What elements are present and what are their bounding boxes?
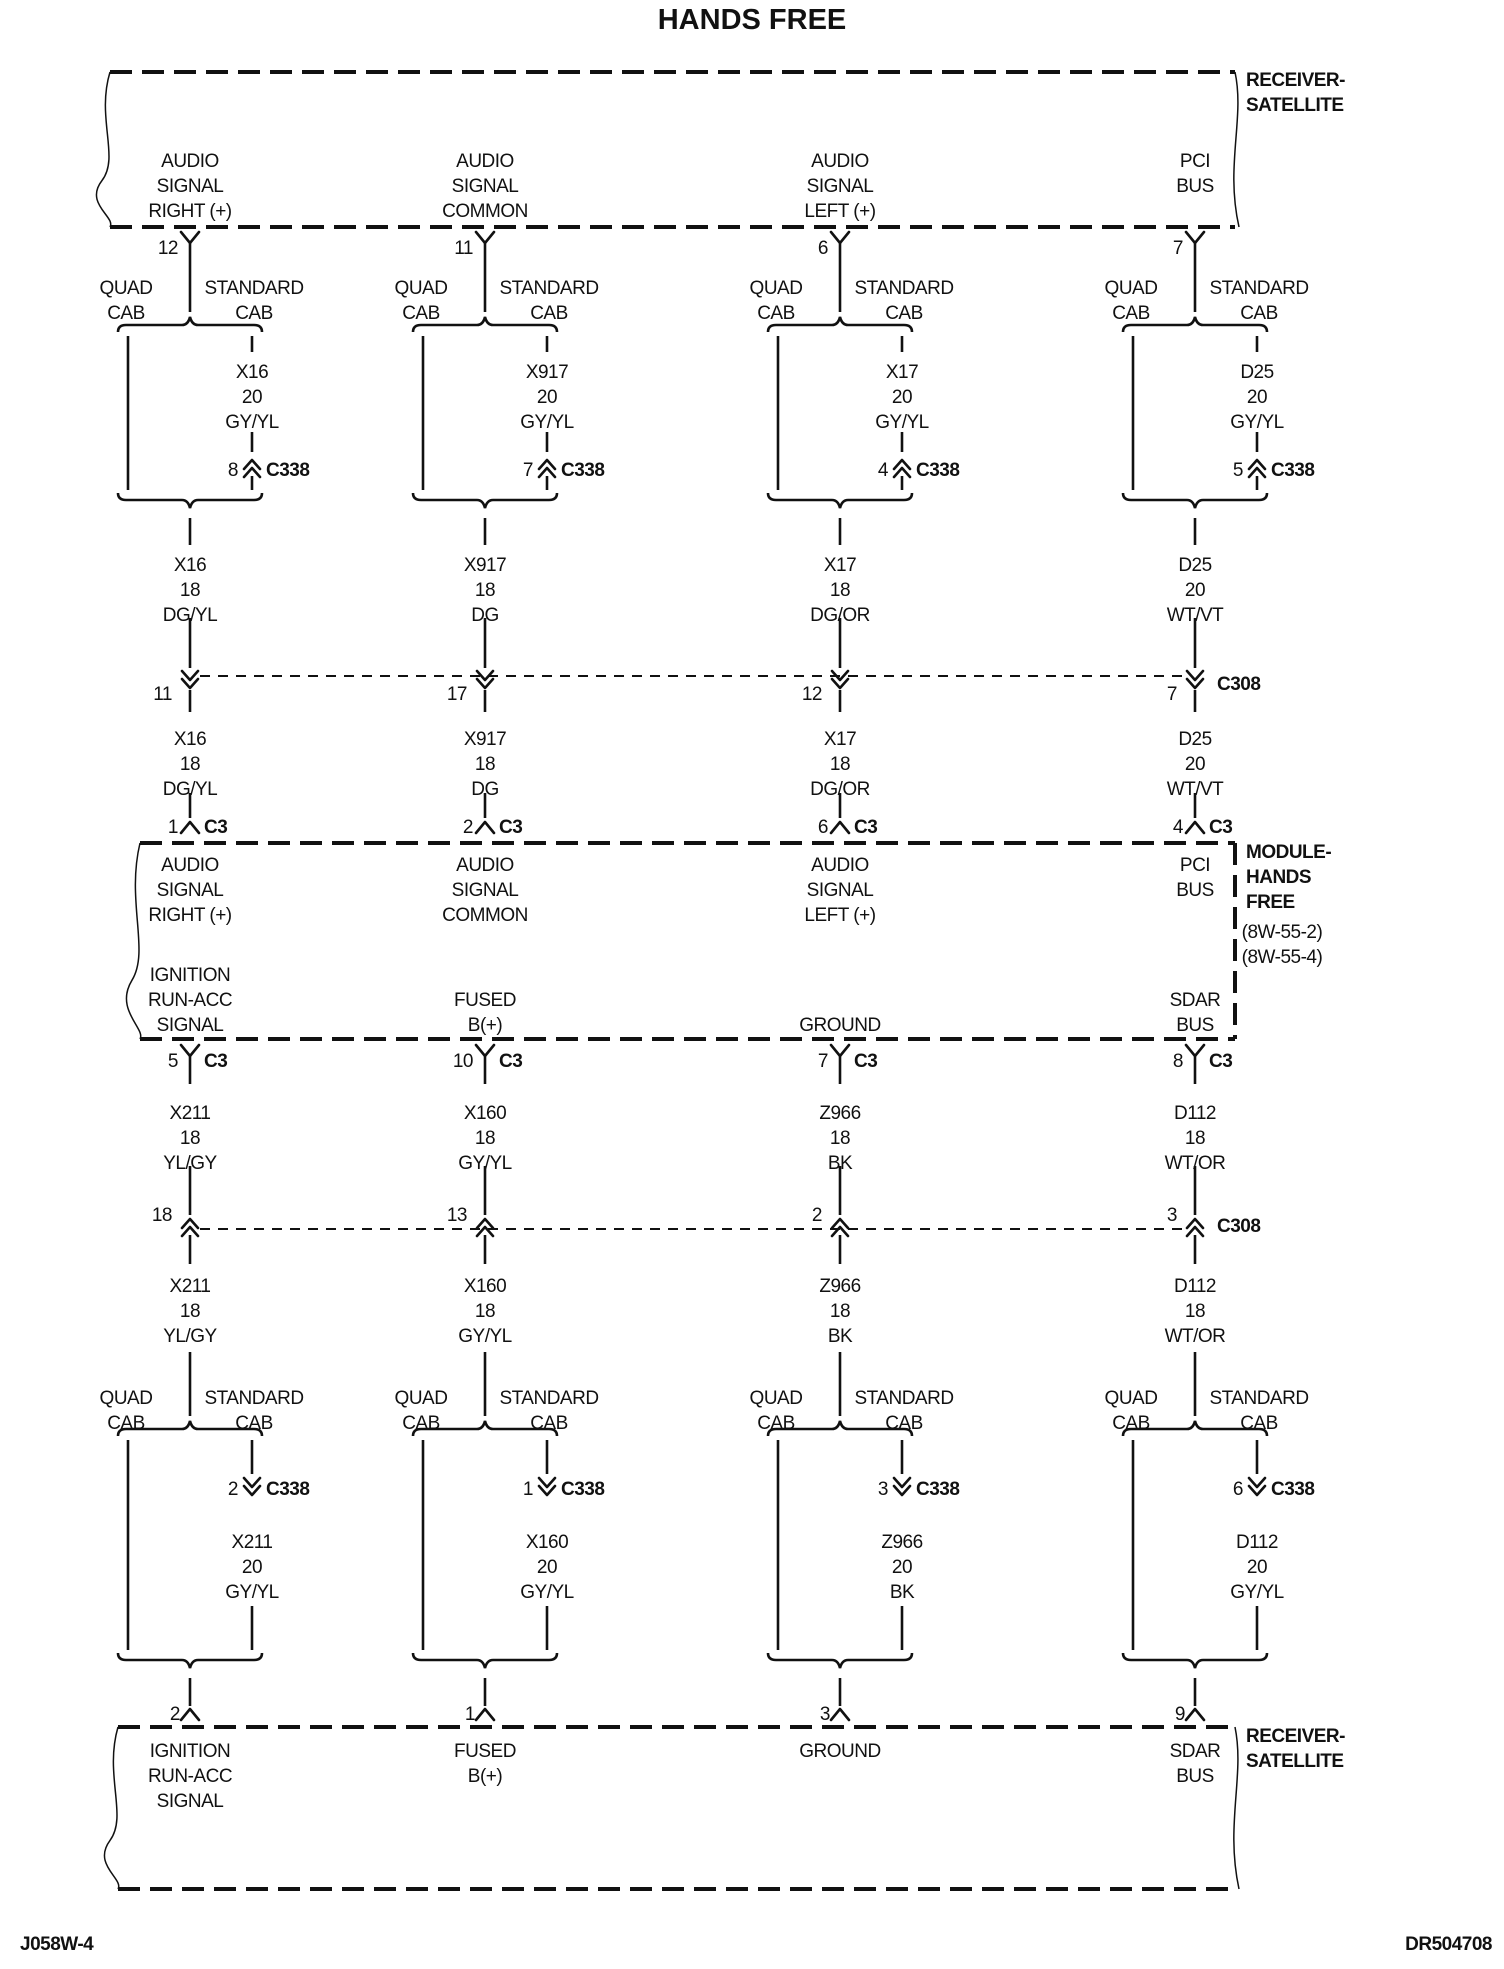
receiver-top-name-line-2: SATELLITE [1246,95,1344,116]
top-circuit-1-standard-wire-code-line-2: 20 [241,387,263,408]
bottom-circuit-4-c308-connector-symbol-a [1187,1227,1203,1236]
bottom-circuit-4-standard-cab-label-line-1: STANDARD [1209,1388,1309,1409]
top-circuit-1-receiver-pin-label-line-3: RIGHT (+) [148,201,232,222]
top-circuit-3-c338-name: C338 [916,460,960,481]
bottom-circuit-2-c338-pin-number: 1 [522,1479,533,1500]
bottom-circuit-4-module-pin-label-line-1: SDAR [1169,990,1221,1011]
bottom-circuit-4-standard-wire-code-line-2: 20 [1246,1557,1268,1578]
bottom-circuit-4-variant-merge-brace [1123,1653,1267,1668]
top-circuit-3-receiver-connector-symbol [831,232,849,243]
bottom-circuit-1-receiver-pin-label-line-3: SIGNAL [156,1791,224,1812]
hands-free-module-box-left-edge [126,843,140,1039]
top-circuit-3-main-wire-code-line-3: DG/OR [810,605,870,626]
top-circuit-4-receiver-pin-label-line-2: BUS [1176,176,1214,197]
bottom-circuit-1-standard-wire-code-line-3: GY/YL [225,1582,279,1603]
bottom-circuit-2-c338-connector-symbol-a [539,1478,555,1487]
bottom-circuit-3-standard-wire-code-line-3: BK [889,1582,915,1603]
bottom-circuit-3-wire1-code-line-1: Z966 [819,1103,861,1124]
bottom-circuit-1-standard-wire-code-line-2: 20 [241,1557,263,1578]
bottom-circuit-4-wire1-code-line-2: 18 [1184,1128,1206,1149]
top-circuit-3-standard-wire-code-line-3: GY/YL [875,412,929,433]
top-circuit-2-standard-wire-code-line-1: X917 [525,362,569,383]
module-name-line-1: MODULE- [1246,842,1332,863]
bottom-circuit-2-receiver-pin-label-line-1: FUSED [454,1741,516,1762]
bottom-circuit-3-c3-name: C3 [854,1051,878,1072]
top-circuit-1-main-wire-code-line-2: 18 [179,580,201,601]
top-circuit-3-wire2-code-line-1: X17 [823,729,857,750]
bottom-circuit-1-wire2-code-line-3: YL/GY [163,1326,217,1347]
bottom-circuit-1-c3-connector-symbol [181,1045,199,1056]
bottom-circuit-2-variant-merge-brace [413,1653,557,1668]
bottom-circuit-1-wire1-code-line-3: YL/GY [163,1153,217,1174]
top-circuit-1-c308-pin-number: 11 [153,684,172,705]
bottom-circuit-1-wire2-code-line-1: X211 [169,1276,211,1297]
top-circuit-4-quad-cab-label-line-1: QUAD [1104,278,1158,299]
top-circuit-3-c338-pin-number: 4 [877,460,888,481]
bottom-circuit-1-standard-cab-label-line-2: CAB [235,1413,273,1434]
bottom-circuit-4-standard-wire-code-line-1: D112 [1235,1532,1279,1553]
top-circuit-1-receiver-connector-symbol [181,232,199,243]
top-circuit-4-variant-merge-brace [1123,493,1267,508]
bottom-circuit-2-wire1-code-line-1: X160 [463,1103,507,1124]
top-circuit-3-c308-pin-number: 12 [801,684,822,705]
top-circuit-2-c308-pin-number: 17 [446,684,467,705]
top-circuit-1-standard-wire-code-line-1: X16 [235,362,269,383]
bottom-circuit-2-c338-name: C338 [561,1479,605,1500]
bottom-circuit-1-c308-pin-number: 18 [151,1205,172,1226]
top-circuit-4-quad-cab-label-line-2: CAB [1112,303,1150,324]
bottom-circuit-3-standard-cab-label-line-2: CAB [885,1413,923,1434]
top-circuit-4-c3-name: C3 [1209,817,1233,838]
top-circuit-4-standard-cab-label-line-2: CAB [1240,303,1278,324]
circuit-layer [96,70,1345,1889]
bottom-circuit-4-receiver-pin-number: 9 [1174,1704,1185,1725]
footer-left-code: J058W-4 [20,1934,94,1955]
receiver-top-name-line-1: RECEIVER- [1246,70,1345,91]
top-circuit-1-c3-name: C3 [204,817,228,838]
top-circuit-4-receiver-pin-label-line-1: PCI [1179,151,1211,172]
footer-right-code: DR504708 [1405,1934,1492,1955]
top-circuit-3-receiver-pin-label-line-3: LEFT (+) [804,201,876,222]
top-circuit-1-receiver-pin-label-line-1: AUDIO [161,151,219,172]
bottom-circuit-2-standard-cab-label-line-2: CAB [530,1413,568,1434]
top-circuit-3-receiver-pin-label-line-1: AUDIO [811,151,869,172]
top-circuit-2-receiver-pin-number: 11 [454,238,473,259]
bottom-circuit-2-module-pin-label-line-1: FUSED [454,990,516,1011]
bottom-circuit-3-c3-connector-symbol [831,1045,849,1056]
top-circuit-4-main-wire-code-line-1: D25 [1178,555,1212,576]
top-circuit-1-variant-merge-brace [118,493,262,508]
top-circuit-1-receiver-pin-label-line-2: SIGNAL [156,176,224,197]
top-circuit-1-c338-name: C338 [266,460,310,481]
top-circuit-1-wire2-code-line-1: X16 [173,729,207,750]
top-circuit-4-standard-wire-code-line-1: D25 [1240,362,1274,383]
bottom-circuit-3-standard-wire-code-line-1: Z966 [881,1532,923,1553]
bottom-circuit-3-module-pin-label-line-1: GROUND [799,1015,881,1036]
top-circuit-1-c338-connector-symbol-a [244,468,260,477]
c308-bottom-name: C308 [1217,1216,1261,1237]
top-circuit-2-standard-cab-label-line-1: STANDARD [499,278,599,299]
bottom-circuit-3-receiver-connector-symbol [831,1709,849,1720]
bottom-circuit-1-c338-name: C338 [266,1479,310,1500]
module-name-line-2: HANDS [1246,867,1312,888]
top-circuit-2-receiver-pin-label-line-2: SIGNAL [451,176,519,197]
top-circuit-3-wire2-code-line-2: 18 [829,754,851,775]
bottom-circuit-4-c3-name: C3 [1209,1051,1233,1072]
bottom-circuit-3-quad-cab-label-line-2: CAB [757,1413,795,1434]
receiver-top-box-right-edge [1234,72,1239,227]
top-circuit-2-wire2-code-line-3: DG [471,779,499,800]
bottom-circuit-1-c338-pin-number: 2 [227,1479,238,1500]
top-circuit-4-wire2-code-line-2: 20 [1184,754,1206,775]
bottom-circuit-1-wire2-code-line-2: 18 [179,1301,201,1322]
c308-top-name: C308 [1217,674,1261,695]
bottom-circuit-3-wire2-code-line-3: BK [827,1326,853,1347]
top-circuit-3-quad-cab-label-line-2: CAB [757,303,795,324]
top-circuit-2-standard-wire-code-line-2: 20 [536,387,558,408]
top-circuit-1-wire2-code-line-2: 18 [179,754,201,775]
module-name-line-3: FREE [1246,892,1295,913]
top-circuit-4-main-wire-code-line-3: WT/VT [1166,605,1224,626]
top-circuit-4-module-pin-label-line-2: BUS [1176,880,1214,901]
bottom-circuit-2-wire1-code-line-2: 18 [474,1128,496,1149]
top-circuit-3-main-wire-code-line-2: 18 [829,580,851,601]
bottom-circuit-3-c3-pin-number: 7 [817,1051,828,1072]
receiver-bottom-box-right-edge [1234,1727,1239,1889]
bottom-circuit-1-receiver-pin-label-line-2: RUN-ACC [147,1766,233,1787]
top-circuit-1-quad-cab-label-line-1: QUAD [99,278,153,299]
top-circuit-4-receiver-pin-number: 7 [1172,238,1183,259]
top-circuit-3-receiver-pin-number: 6 [817,238,828,259]
top-circuit-2-c3-pin-number: 2 [462,817,473,838]
bottom-circuit-3-c338-connector-symbol-a [894,1478,910,1487]
bottom-circuit-1-wire1-code-line-1: X211 [169,1103,211,1124]
bottom-circuit-3-quad-cab-label-line-1: QUAD [749,1388,803,1409]
bottom-circuit-4-c338-connector-symbol-a [1249,1478,1265,1487]
top-circuit-3-standard-wire-code-line-1: X17 [885,362,919,383]
receiver-bottom-name-line-1: RECEIVER- [1246,1726,1345,1747]
top-circuit-1-c308-connector-symbol-a [182,671,198,680]
top-circuit-2-c3-name: C3 [499,817,523,838]
top-circuit-4-receiver-connector-symbol [1186,232,1204,243]
top-circuit-2-c308-connector-symbol-a [477,671,493,680]
top-circuit-3-wire2-code-line-3: DG/OR [810,779,870,800]
bottom-circuit-4-receiver-pin-label-line-2: BUS [1176,1766,1214,1787]
top-circuit-2-receiver-pin-label-line-1: AUDIO [456,151,514,172]
bottom-circuit-1-c338-connector-symbol-a [244,1478,260,1487]
top-circuit-2-main-wire-code-line-2: 18 [474,580,496,601]
bottom-circuit-2-wire1-code-line-3: GY/YL [458,1153,512,1174]
bottom-circuit-2-c3-pin-number: 10 [452,1051,473,1072]
bottom-circuit-4-wire1-code-line-1: D112 [1173,1103,1217,1124]
bottom-circuit-2-module-pin-label-line-2: B(+) [467,1015,503,1036]
bottom-circuit-2-standard-wire-code-line-1: X160 [525,1532,569,1553]
top-circuit-3-c338-connector-symbol-a [894,468,910,477]
top-circuit-1-receiver-pin-number: 12 [157,238,178,259]
bottom-circuit-1-standard-wire-code-line-1: X211 [231,1532,273,1553]
top-circuit-1-standard-cab-label-line-1: STANDARD [204,278,304,299]
bottom-circuit-2-receiver-pin-label-line-2: B(+) [467,1766,503,1787]
top-circuit-2-c338-connector-symbol-a [539,468,555,477]
bottom-circuit-1-quad-cab-label-line-2: CAB [107,1413,145,1434]
bottom-circuit-1-module-pin-label-line-2: RUN-ACC [147,990,233,1011]
bottom-circuit-1-wire1-code-line-2: 18 [179,1128,201,1149]
receiver-bottom-name-line-2: SATELLITE [1246,1751,1344,1772]
bottom-circuit-1-c308-connector-symbol-a [182,1227,198,1236]
top-circuit-1-main-wire-code-line-1: X16 [173,555,207,576]
bottom-circuit-3-wire2-code-line-2: 18 [829,1301,851,1322]
bottom-circuit-4-c338-name: C338 [1271,1479,1315,1500]
top-circuit-1-c3-pin-number: 1 [167,817,178,838]
bottom-circuit-3-receiver-pin-number: 3 [819,1704,830,1725]
top-circuit-1-module-pin-label-line-2: SIGNAL [156,880,224,901]
bottom-circuit-1-receiver-connector-symbol [181,1709,199,1720]
bottom-circuit-1-module-pin-label-line-1: IGNITION [149,965,231,986]
bottom-circuit-1-c3-pin-number: 5 [167,1051,178,1072]
top-circuit-2-module-pin-label-line-1: AUDIO [456,855,514,876]
bottom-circuit-2-receiver-pin-number: 1 [464,1704,475,1725]
top-circuit-3-standard-cab-label-line-2: CAB [885,303,923,324]
top-circuit-3-module-pin-label-line-3: LEFT (+) [804,905,876,926]
top-circuit-4-module-pin-label-line-1: PCI [1179,855,1211,876]
top-circuit-2-c3-connector-symbol [476,822,494,833]
bottom-circuit-2-wire2-code-line-2: 18 [474,1301,496,1322]
top-circuit-2-receiver-connector-symbol [476,232,494,243]
bottom-circuit-1-receiver-pin-number: 2 [169,1704,180,1725]
top-circuit-3-main-wire-code-line-1: X17 [823,555,857,576]
bottom-circuit-4-receiver-connector-symbol [1186,1709,1204,1720]
top-circuit-4-c308-pin-number: 7 [1166,684,1177,705]
top-circuit-2-standard-wire-code-line-3: GY/YL [520,412,574,433]
bottom-circuit-1-quad-cab-label-line-1: QUAD [99,1388,153,1409]
top-circuit-4-c338-pin-number: 5 [1232,460,1243,481]
top-circuit-1-module-pin-label-line-3: RIGHT (+) [148,905,232,926]
bottom-circuit-1-standard-cab-label-line-1: STANDARD [204,1388,304,1409]
top-circuit-4-wire2-code-line-3: WT/VT [1166,779,1224,800]
bottom-circuit-3-variant-merge-brace [768,1653,912,1668]
top-circuit-1-main-wire-code-line-3: DG/YL [162,605,218,626]
top-circuit-2-main-wire-code-line-3: DG [471,605,499,626]
bottom-circuit-1-receiver-pin-label-line-1: IGNITION [149,1741,231,1762]
top-circuit-1-c338-pin-number: 8 [227,460,238,481]
bottom-circuit-4-c308-pin-number: 3 [1166,1205,1177,1226]
receiver-top-box-left-edge [96,72,110,227]
top-circuit-3-module-pin-label-line-2: SIGNAL [806,880,874,901]
top-circuit-4-wire2-code-line-1: D25 [1178,729,1212,750]
top-circuit-4-c308-connector-symbol-a [1187,671,1203,680]
bottom-circuit-3-standard-wire-code-line-2: 20 [891,1557,913,1578]
top-circuit-3-c3-name: C3 [854,817,878,838]
top-circuit-2-wire2-code-line-2: 18 [474,754,496,775]
top-circuit-4-main-wire-code-line-2: 20 [1184,580,1206,601]
bottom-circuit-3-standard-cab-label-line-1: STANDARD [854,1388,954,1409]
top-circuit-2-receiver-pin-label-line-3: COMMON [442,201,528,222]
bottom-circuit-1-c3-name: C3 [204,1051,228,1072]
top-circuit-2-c338-pin-number: 7 [522,460,533,481]
bottom-circuit-3-wire1-code-line-2: 18 [829,1128,851,1149]
bottom-circuit-4-wire2-code-line-3: WT/OR [1164,1326,1226,1347]
top-circuit-3-standard-cab-label-line-1: STANDARD [854,278,954,299]
top-circuit-1-c3-connector-symbol [181,822,199,833]
top-circuit-3-receiver-pin-label-line-2: SIGNAL [806,176,874,197]
top-circuit-1-standard-cab-label-line-2: CAB [235,303,273,324]
receiver-bottom-box-left-edge [104,1727,118,1889]
bottom-circuit-4-wire2-code-line-2: 18 [1184,1301,1206,1322]
bottom-circuit-2-standard-wire-code-line-3: GY/YL [520,1582,574,1603]
module-page-ref-line-1: (8W-55-2) [1241,922,1323,943]
bottom-circuit-4-wire1-code-line-3: WT/OR [1164,1153,1226,1174]
bottom-circuit-4-c3-connector-symbol [1186,1045,1204,1056]
bottom-circuit-3-wire1-code-line-3: BK [827,1153,853,1174]
bottom-circuit-4-standard-wire-code-line-3: GY/YL [1230,1582,1284,1603]
bottom-circuit-2-standard-wire-code-line-2: 20 [536,1557,558,1578]
top-circuit-2-main-wire-code-line-1: X917 [463,555,507,576]
bottom-circuit-4-module-pin-label-line-2: BUS [1176,1015,1214,1036]
top-circuit-2-wire2-code-line-1: X917 [463,729,507,750]
bottom-circuit-1-variant-merge-brace [118,1653,262,1668]
top-circuit-3-module-pin-label-line-1: AUDIO [811,855,869,876]
bottom-circuit-3-c308-pin-number: 2 [811,1205,822,1226]
top-circuit-4-c3-connector-symbol [1186,822,1204,833]
bottom-circuit-4-c3-pin-number: 8 [1172,1051,1183,1072]
bottom-circuit-3-wire2-code-line-1: Z966 [819,1276,861,1297]
bottom-circuit-2-c3-name: C3 [499,1051,523,1072]
top-circuit-4-standard-cab-label-line-1: STANDARD [1209,278,1309,299]
bottom-circuit-2-c308-pin-number: 13 [446,1205,467,1226]
bottom-circuit-3-c338-pin-number: 3 [877,1479,888,1500]
bottom-circuit-2-quad-cab-label-line-1: QUAD [394,1388,448,1409]
top-circuit-2-variant-merge-brace [413,493,557,508]
bottom-circuit-2-wire2-code-line-1: X160 [463,1276,507,1297]
top-circuit-4-c338-connector-symbol-a [1249,468,1265,477]
top-circuit-2-module-pin-label-line-3: COMMON [442,905,528,926]
top-circuit-3-c3-connector-symbol [831,822,849,833]
top-circuit-3-variant-merge-brace [768,493,912,508]
top-circuit-2-module-pin-label-line-2: SIGNAL [451,880,519,901]
top-circuit-3-quad-cab-label-line-1: QUAD [749,278,803,299]
bottom-circuit-2-c3-connector-symbol [476,1045,494,1056]
bottom-circuit-3-receiver-pin-label-line-1: GROUND [799,1741,881,1762]
bottom-circuit-4-standard-cab-label-line-2: CAB [1240,1413,1278,1434]
bottom-circuit-2-receiver-connector-symbol [476,1709,494,1720]
top-circuit-2-quad-cab-label-line-1: QUAD [394,278,448,299]
top-circuit-2-c338-name: C338 [561,460,605,481]
bottom-circuit-4-c338-pin-number: 6 [1232,1479,1243,1500]
top-circuit-4-c3-pin-number: 4 [1172,817,1183,838]
bottom-circuit-2-wire2-code-line-3: GY/YL [458,1326,512,1347]
top-circuit-2-quad-cab-label-line-2: CAB [402,303,440,324]
bottom-circuit-4-receiver-pin-label-line-1: SDAR [1169,1741,1221,1762]
top-circuit-1-module-pin-label-line-1: AUDIO [161,855,219,876]
top-circuit-1-wire2-code-line-3: DG/YL [162,779,218,800]
top-circuit-4-standard-wire-code-line-2: 20 [1246,387,1268,408]
top-circuit-3-c3-pin-number: 6 [817,817,828,838]
top-circuit-2-standard-cab-label-line-2: CAB [530,303,568,324]
top-circuit-4-standard-wire-code-line-3: GY/YL [1230,412,1284,433]
module-page-ref-line-2: (8W-55-4) [1241,947,1323,968]
page-title: HANDS FREE [657,4,847,36]
bottom-circuit-4-wire2-code-line-1: D112 [1173,1276,1217,1297]
top-circuit-1-standard-wire-code-line-3: GY/YL [225,412,279,433]
bottom-circuit-1-module-pin-label-line-3: SIGNAL [156,1015,224,1036]
bottom-circuit-2-standard-cab-label-line-1: STANDARD [499,1388,599,1409]
bottom-circuit-3-c338-name: C338 [916,1479,960,1500]
bottom-circuit-2-quad-cab-label-line-2: CAB [402,1413,440,1434]
top-circuit-3-standard-wire-code-line-2: 20 [891,387,913,408]
bottom-circuit-4-quad-cab-label-line-2: CAB [1112,1413,1150,1434]
top-circuit-1-quad-cab-label-line-2: CAB [107,303,145,324]
bottom-circuit-4-quad-cab-label-line-1: QUAD [1104,1388,1158,1409]
top-circuit-4-c338-name: C338 [1271,460,1315,481]
